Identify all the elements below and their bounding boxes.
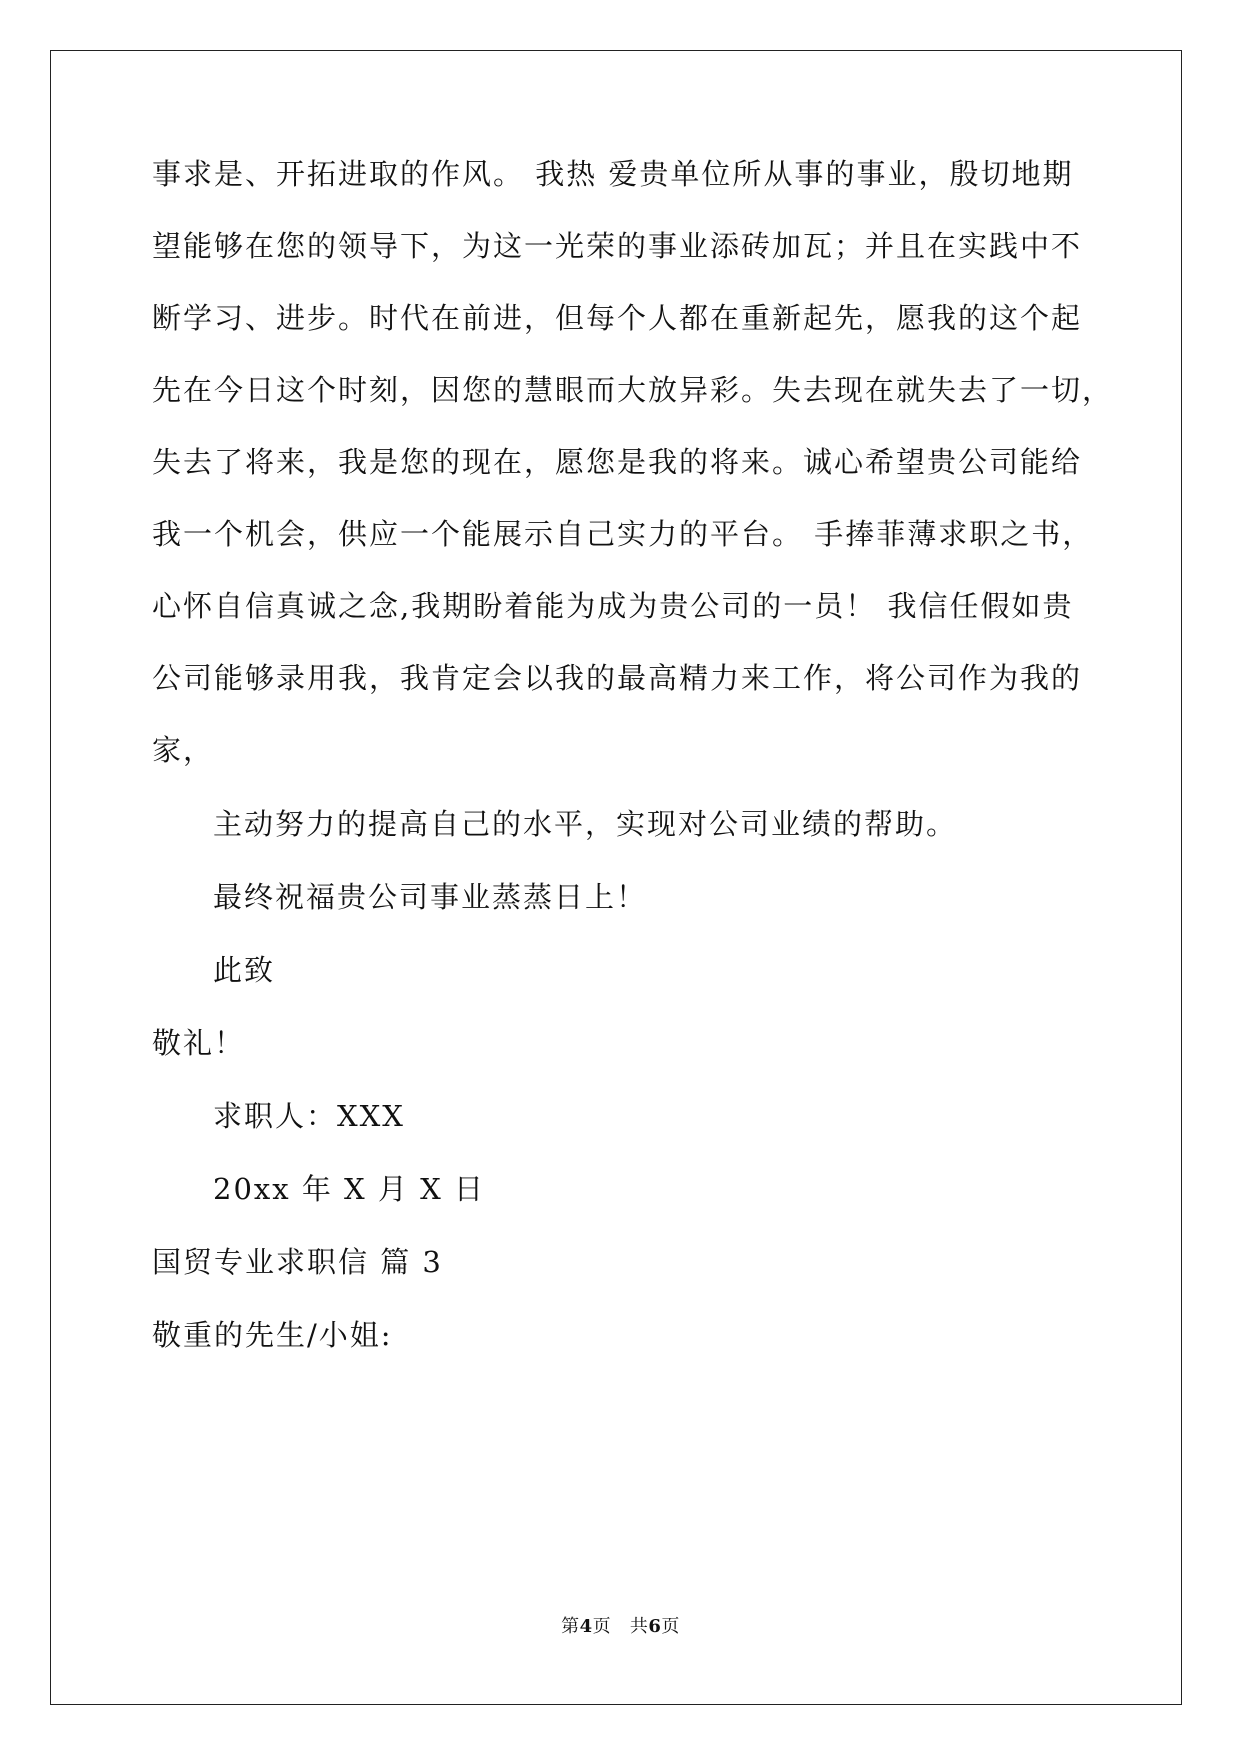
- body-line-3: 断学习、进步。时代在前进，但每个人都在重新起先，愿我的这个起: [152, 301, 1083, 335]
- footer-total-suffix: 页: [661, 1616, 680, 1637]
- body-line-7: 心怀自信真诚之念,我期盼着能为成为贵公司的一员！ 我信任假如贵: [152, 589, 1074, 623]
- closing-paragraph: 主动努力的提高自己的水平，实现对公司业绩的帮助。: [213, 807, 958, 841]
- body-line-8: 公司能够录用我，我肯定会以我的最高精力来工作，将公司作为我的: [152, 661, 1083, 695]
- body-line-6: 我一个机会，供应一个能展示自己实力的平台。 手捧菲薄求职之书，: [152, 517, 1094, 551]
- footer-total-pages: 6: [648, 1616, 662, 1637]
- body-line-9: 家，: [152, 733, 215, 767]
- body-line-2: 望能够在您的领导下，为这一光荣的事业添砖加瓦；并且在实践中不: [152, 229, 1083, 263]
- salutation-ci-zhi: 此致: [213, 953, 276, 987]
- section-title: 国贸专业求职信 篇 3: [152, 1245, 443, 1279]
- page-footer: [0, 1615, 1241, 1639]
- greeting: 敬重的先生/小姐:: [152, 1318, 393, 1352]
- footer-page-number: 4: [579, 1616, 593, 1637]
- body-line-5: 失去了将来，我是您的现在，愿您是我的将来。诚心希望贵公司能给: [152, 445, 1083, 479]
- salutation-jing-li: 敬礼！: [152, 1026, 246, 1060]
- body-line-1: 事求是、开拓进取的作风。 我热 爱贵单位所从事的事业，殷切地期: [152, 157, 1074, 191]
- footer-page-suffix: 页: [592, 1616, 612, 1637]
- footer-page-prefix: 第: [561, 1616, 580, 1637]
- signature: 求职人：XXX: [213, 1099, 405, 1133]
- date: 20xx 年 X 月 X 日: [213, 1172, 485, 1206]
- footer-total-prefix: 共: [629, 1616, 649, 1637]
- wish-line: 最终祝福贵公司事业蒸蒸日上！: [213, 880, 648, 914]
- body-line-4: 先在今日这个时刻，因您的慧眼而大放异彩。失去现在就失去了一切，: [152, 373, 1114, 407]
